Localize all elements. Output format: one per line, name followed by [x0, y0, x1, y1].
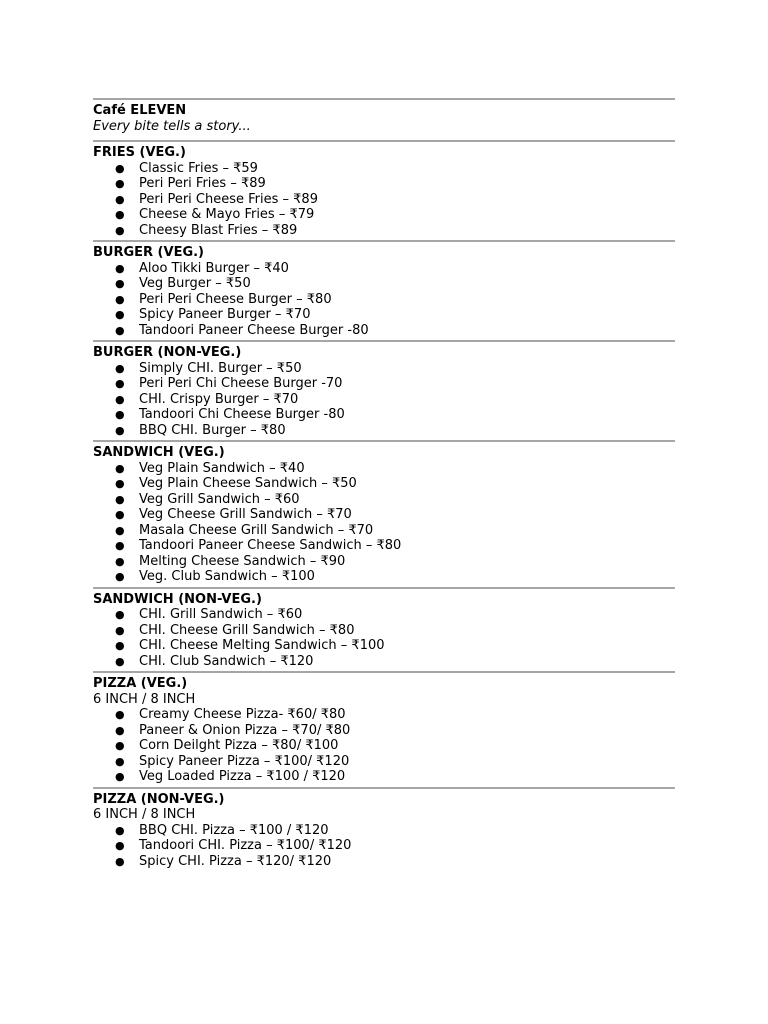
menu-item: [93, 523, 675, 539]
menu-item-list: [93, 261, 675, 339]
menu-item: [93, 176, 675, 192]
menu-item: [93, 738, 675, 754]
menu-item-label: Aloo Tikki Burger – ₹40: [139, 260, 289, 276]
bullet-icon: ●: [115, 523, 125, 537]
menu-item: [93, 607, 675, 623]
cafe-tagline: Every bite tells a story...: [93, 119, 251, 134]
bullet-icon: ●: [115, 770, 125, 783]
menu-item: [93, 407, 675, 423]
menu-item-label: Peri Peri Chi Cheese Burger -70: [139, 376, 343, 391]
menu-item-label: Paneer & Onion Pizza – ₹70/ ₹80: [139, 722, 351, 738]
menu-item: [93, 823, 675, 839]
menu-item-label: Peri Peri Cheese Burger – ₹80: [139, 291, 332, 307]
bullet-icon: ●: [115, 754, 125, 768]
menu-item-label: Veg Plain Cheese Sandwich – ₹50: [139, 476, 357, 491]
bullet-icon: ●: [115, 492, 125, 506]
menu-item: [93, 838, 675, 854]
menu-item-label: Veg Plain Sandwich – ₹40: [139, 460, 305, 476]
menu-item: [93, 854, 675, 870]
bullet-icon: ●: [115, 854, 125, 868]
bullet-icon: ●: [115, 392, 125, 406]
menu-item-label: CHI. Crispy Burger – ₹70: [139, 391, 299, 407]
bullet-icon: ●: [115, 570, 125, 583]
menu-item-label: Tandoori Paneer Cheese Sandwich – ₹80: [139, 538, 402, 553]
menu-item-list: [93, 823, 675, 870]
menu-item: [93, 307, 675, 323]
bullet-icon: ●: [115, 839, 125, 852]
menu-item: [93, 554, 675, 570]
menu-item-label: Veg Cheese Grill Sandwich – ₹70: [139, 507, 352, 522]
menu-sections: [93, 140, 675, 871]
menu-item-label: Veg Loaded Pizza – ₹100 / ₹120: [139, 769, 346, 784]
menu-section: [93, 442, 675, 587]
size-label: 6 INCH / 8 INCH: [93, 691, 196, 707]
menu-item-label: Tandoori Paneer Cheese Burger -80: [139, 322, 369, 338]
menu-item: [93, 723, 675, 739]
menu-item: [93, 638, 675, 654]
menu-header: [93, 100, 675, 140]
menu-item: [93, 323, 675, 339]
bullet-icon: ●: [115, 177, 125, 190]
menu-item-list: [93, 361, 675, 439]
bullet-icon: ●: [115, 654, 125, 668]
menu-item-label: Veg Grill Sandwich – ₹60: [139, 491, 300, 507]
menu-item-label: Creamy Cheese Pizza- ₹60/ ₹80: [139, 707, 346, 722]
cafe-title: Café ELEVEN: [93, 103, 187, 118]
bullet-icon: ●: [115, 623, 125, 637]
bullet-icon: ●: [115, 161, 125, 175]
menu-item-label: Spicy CHI. Pizza – ₹120/ ₹120: [139, 853, 332, 869]
menu-item: [93, 361, 675, 377]
bullet-icon: ●: [115, 208, 125, 221]
menu-section: [93, 142, 675, 240]
section-title: PIZZA (VEG.): [93, 676, 188, 691]
menu-item-label: Melting Cheese Sandwich – ₹90: [139, 553, 346, 569]
menu-item-label: Cheese & Mayo Fries – ₹79: [139, 207, 315, 222]
menu-item-list: [93, 707, 675, 785]
menu-item-label: CHI. Club Sandwich – ₹120: [139, 653, 314, 669]
bullet-icon: ●: [115, 361, 125, 375]
bullet-icon: ●: [115, 708, 125, 721]
bullet-icon: ●: [115, 508, 125, 521]
menu-item: [93, 261, 675, 277]
menu-item: [93, 569, 675, 585]
menu-item-label: Corn Deilght Pizza – ₹80/ ₹100: [139, 738, 339, 753]
bullet-icon: ●: [115, 823, 125, 837]
size-label: 6 INCH / 8 INCH: [93, 807, 196, 822]
menu-item-label: Tandoori Chi Cheese Burger -80: [139, 407, 345, 422]
menu-item-label: Cheesy Blast Fries – ₹89: [139, 222, 298, 238]
menu-item: [93, 507, 675, 523]
menu-item-label: Peri Peri Fries – ₹89: [139, 176, 266, 191]
menu-item-label: Classic Fries – ₹59: [139, 160, 258, 176]
menu-item-label: Simply CHI. Burger – ₹50: [139, 360, 302, 376]
menu-item-label: Veg. Club Sandwich – ₹100: [139, 569, 315, 584]
section-title: BURGER (VEG.): [93, 245, 204, 260]
menu-item: [93, 492, 675, 508]
menu-item-label: Masala Cheese Grill Sandwich – ₹70: [139, 522, 374, 538]
menu-item: [93, 461, 675, 477]
menu-item-label: Tandoori CHI. Pizza – ₹100/ ₹120: [139, 838, 352, 853]
menu-item-label: BBQ CHI. Pizza – ₹100 / ₹120: [139, 822, 329, 838]
bullet-icon: ●: [115, 323, 125, 337]
bullet-icon: ●: [115, 461, 125, 475]
menu-item-label: Peri Peri Cheese Fries – ₹89: [139, 191, 318, 207]
bullet-icon: ●: [115, 739, 125, 752]
bullet-icon: ●: [115, 608, 125, 621]
menu-item: [93, 276, 675, 292]
section-title: SANDWICH (VEG.): [93, 445, 225, 460]
bullet-icon: ●: [115, 261, 125, 275]
menu-item: [93, 538, 675, 554]
menu-item: [93, 376, 675, 392]
menu-item-list: [93, 161, 675, 239]
bullet-icon: ●: [115, 192, 125, 206]
bullet-icon: ●: [115, 639, 125, 652]
menu-item: [93, 207, 675, 223]
menu-section: [93, 673, 675, 787]
menu-section: [93, 242, 675, 340]
menu-item-label: CHI. Grill Sandwich – ₹60: [139, 607, 303, 622]
bullet-icon: ●: [115, 408, 125, 421]
menu-item: [93, 392, 675, 408]
bullet-icon: ●: [115, 223, 125, 237]
menu-item: [93, 707, 675, 723]
menu-item-label: Spicy Paneer Burger – ₹70: [139, 307, 311, 322]
menu-item: [93, 476, 675, 492]
menu-item-label: Veg Burger – ₹50: [139, 276, 251, 291]
menu-item-label: CHI. Cheese Melting Sandwich – ₹100: [139, 638, 385, 653]
menu-item-list: [93, 461, 675, 585]
menu-item-label: BBQ CHI. Burger – ₹80: [139, 422, 286, 438]
bullet-icon: ●: [115, 308, 125, 321]
menu-item: [93, 623, 675, 639]
bullet-icon: ●: [115, 477, 125, 490]
menu-item: [93, 192, 675, 208]
bullet-icon: ●: [115, 723, 125, 737]
menu-section: [93, 342, 675, 440]
menu-item: [93, 292, 675, 308]
menu-item: [93, 754, 675, 770]
bullet-icon: ●: [115, 539, 125, 552]
menu-section: [93, 589, 675, 672]
section-title: PIZZA (NON-VEG.): [93, 791, 225, 807]
menu-content: [93, 98, 675, 871]
menu-item-label: Spicy Paneer Pizza – ₹100/ ₹120: [139, 753, 350, 769]
bullet-icon: ●: [115, 377, 125, 390]
bullet-icon: ●: [115, 554, 125, 568]
bullet-icon: ●: [115, 292, 125, 306]
menu-item-list: [93, 607, 675, 669]
section-title: BURGER (NON-VEG.): [93, 345, 242, 360]
menu-item: [93, 223, 675, 239]
menu-item: [93, 654, 675, 670]
menu-item: [93, 423, 675, 439]
menu-section: [93, 789, 675, 872]
menu-item-label: CHI. Cheese Grill Sandwich – ₹80: [139, 622, 355, 638]
section-title: SANDWICH (NON-VEG.): [93, 591, 262, 607]
menu-item: [93, 769, 675, 785]
section-title: FRIES (VEG.): [93, 145, 186, 160]
bullet-icon: ●: [115, 277, 125, 290]
bullet-icon: ●: [115, 423, 125, 437]
menu-item: [93, 161, 675, 177]
